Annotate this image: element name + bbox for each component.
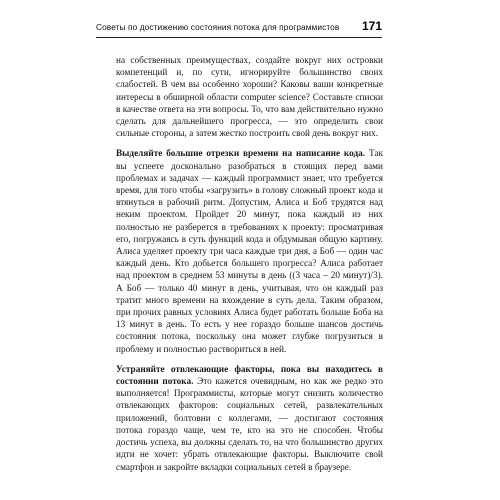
paragraph-distractions bbox=[116, 364, 383, 474]
paragraph-time-blocks-text: Так вы успеете досконально разобраться в стоящих перед вами проблемах и задачах — каждый программист знает, что требуется время, для того чтобы «загрузить» в голову сложный проект кода и втянуться в рабочий ритм. Допустим, Алиса и Боб трудятся над неким проектом. Пройдет 20 минут, пока каждый из них полностью не разберется в требованиях к проекту: просматривая его, погружаясь в суть функций кода и обдумывая общую картину. Алиса уделяет проекту три часа каждые три дня, а Боб — один час каждый день. Кто добьется большего прогресса? Алиса работает над проектом в среднем 53 минуты в день ((3 часа – 20 минут)/3). А Боб — только 40 минут в день, учитывая, что он каждый раз тратит много времени на вхождение в суть дела. Таким образом, при прочих равных условиях Алиса будет работать больше Боба на 13 минут в день. То есть у нее гораздо больше шансов достичь состояния потока, поскольку она может глубже погрузиться в проблему и полностью раствориться в ней. bbox=[116, 149, 383, 355]
running-header bbox=[96, 18, 382, 38]
paragraph-strengths bbox=[116, 55, 383, 140]
paragraph-time-blocks bbox=[116, 148, 383, 355]
paragraph-time-blocks-lead: Выделяйте большие отрезки времени на написание кода. bbox=[116, 149, 366, 160]
running-title: Советы по достижению состояния потока для программистов bbox=[96, 22, 340, 32]
paragraph-strengths-text: на собственных преимуществах, создайте вокруг них островки компетенций и, по сути, игнорируйте большинство своих слабостей. В чем вы особенно хороши? Каковы ваши конкретные интересы в обширной области computer science? Составьте списки в качестве ответа на эти вопросы. То, что вам действительно нужно сделать для дальнейшего прогресса, — это определить свои сильные стороны, а затем жестко построить свой день вокруг них. bbox=[116, 56, 383, 140]
page-number: 171 bbox=[361, 19, 382, 33]
page-body bbox=[116, 55, 383, 474]
paragraph-distractions-lead: Устраняйте отвлекающие факторы, пока вы находитесь в состоянии потока. bbox=[116, 364, 383, 388]
paragraph-distractions-text: Это кажется очевидным, но как же редко это выполняется! Программисты, которые могут снизить количество отвлекающих факторов: социальных сетей, развлекательных приложений, болтовни с коллегами, — достигают состояния потока гораздо чаще, чем те, кто на это не способен. Чтобы достичь успеха, вы должны сделать то, на что большинство других идти не хочет: убрать отвлекающие факторы. Выключите свой смартфон и закройте вкладки социальных сетей в браузере. bbox=[116, 377, 383, 473]
